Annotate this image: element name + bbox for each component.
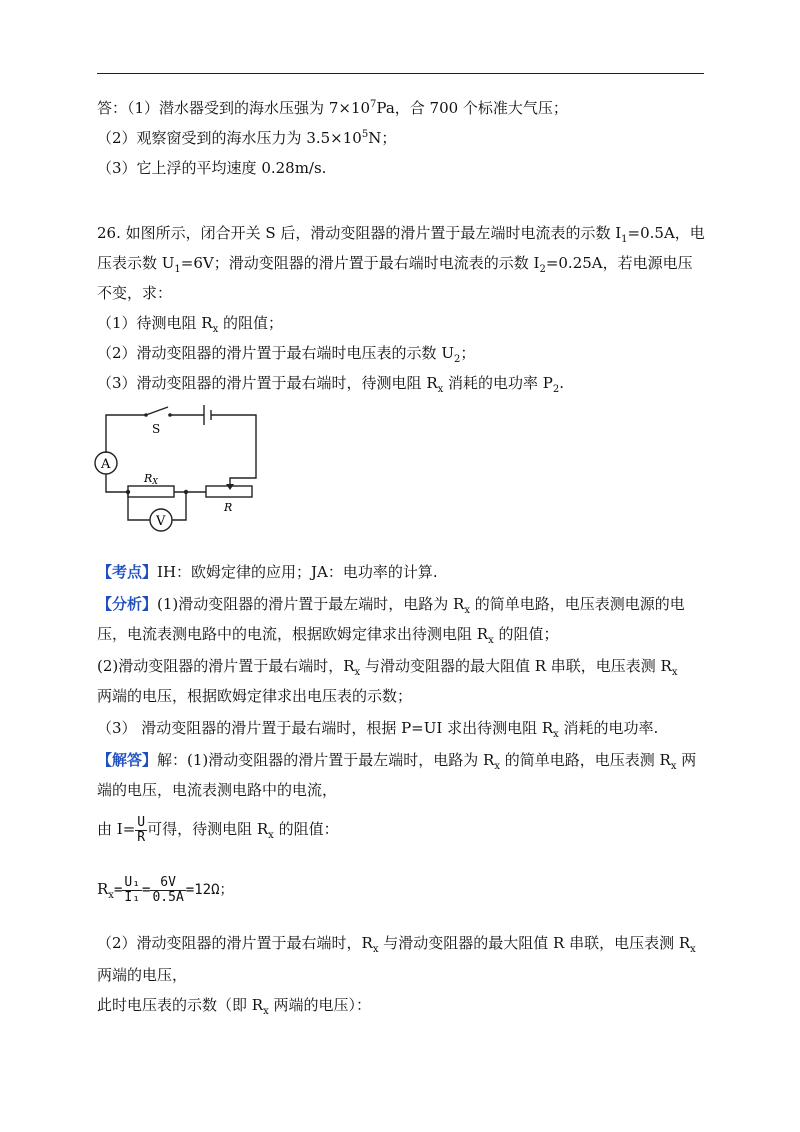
junction-dot [126, 490, 130, 494]
fenxi-text: 的简单电路，电压表测电源的电 [469, 595, 685, 613]
question-text: . [559, 374, 565, 392]
fraction-numerator: 6V [150, 876, 185, 891]
fraction-6v-0p5a [150, 876, 185, 905]
subscript: 2 [539, 264, 546, 275]
answer-text: Pa，合 700 个标准大气压； [376, 99, 568, 117]
kaodian-text: IH：欧姆定律的应用；JA：电功率的计算. [157, 563, 438, 581]
jieda-text: 与滑动变阻器的最大阻值 R 串联，电压表测 R [378, 934, 691, 952]
fraction-denominator: 0.5A [152, 889, 184, 905]
question-text: 的阻值； [218, 314, 284, 332]
answer-line-1 [97, 98, 568, 118]
exponent: 5 [361, 129, 369, 140]
fraction-denominator: R [137, 829, 146, 845]
question-line-3 [97, 283, 172, 303]
fraction-denominator: I₁ [124, 889, 141, 905]
ohm-law-fraction [135, 816, 147, 845]
subscript: 1 [621, 234, 628, 245]
subscript: x [553, 729, 559, 740]
fenxi-tag: 【分析】 [97, 595, 158, 613]
fenxi-line-5 [97, 718, 658, 738]
switch-pivot [144, 413, 148, 417]
fenxi-text: 的阻值； [493, 625, 559, 643]
slider-arrow-icon [226, 484, 234, 490]
jieda-line-2 [97, 780, 337, 800]
switch-blade [146, 407, 168, 415]
kaodian-line [97, 562, 438, 582]
subscript: x [263, 1006, 269, 1017]
question-text: 消耗的电功率 P [443, 374, 553, 392]
rx-label-main: R [144, 472, 153, 485]
top-divider [97, 73, 704, 74]
jieda-text: 此时电压表的示数（即 R [97, 996, 264, 1014]
question-text: 26. 如图所示，闭合开关 S 后，滑动变阻器的滑片置于最左端时电流表的示数 I [97, 224, 622, 242]
subscript: x [671, 667, 678, 678]
switch-contact [168, 413, 172, 417]
wire [106, 474, 128, 492]
subscript: x [372, 944, 379, 955]
junction-dot [184, 490, 188, 494]
jieda-text: 解：(1)滑动变阻器的滑片置于最左端时，电路为 R [157, 751, 495, 769]
rx-resistor-icon [128, 486, 174, 497]
subscript: x [690, 944, 696, 955]
jieda-text: 两 [676, 751, 697, 769]
r-label: R [224, 501, 233, 514]
question-text: 压表示数 U [97, 254, 175, 272]
jieda-line-3 [97, 814, 339, 845]
voltmeter-label: V [156, 514, 166, 529]
subscript: x [494, 761, 500, 772]
wire [128, 492, 150, 520]
question-text: =0.25A，若电源电压 [545, 254, 693, 272]
question-item-1 [97, 313, 283, 333]
subscript: 2 [552, 384, 560, 395]
question-text: （3）滑动变阻器的滑片置于最右端时，待测电阻 R [97, 374, 438, 392]
jieda-text: 两端的电压）： [268, 996, 371, 1014]
jieda-text: 的阻值： [273, 820, 339, 838]
answer-text: （1）潜水器受到的海水压强为 7×10 [127, 99, 371, 117]
fenxi-text: 消耗的电功率. [558, 719, 659, 737]
ammeter-label: A [101, 457, 111, 472]
jieda-line-1 [97, 750, 696, 770]
fenxi-line-1 [97, 594, 685, 614]
answer-text: （2）观察窗受到的海水压力为 3.5×10 [97, 129, 362, 147]
subscript: x [108, 890, 114, 901]
jieda-line-7 [97, 995, 371, 1015]
question-text: （2）滑动变阻器的滑片置于最右端时电压表的示数 U [97, 344, 454, 362]
switch-label: S [152, 422, 161, 436]
jieda-text: 可得，待测电阻 R [147, 820, 269, 838]
fenxi-line-2 [97, 624, 559, 644]
jieda-tag: 【解答】 [97, 751, 158, 769]
rx-label [143, 472, 158, 486]
formula-result: =12Ω； [185, 882, 234, 898]
wire [211, 415, 256, 486]
question-text: 不变，求： [97, 284, 173, 302]
answer-line-2 [97, 128, 396, 148]
equals-sign: = [142, 882, 151, 898]
fenxi-text: （3） 滑动变阻器的滑片置于最右端时，根据 P=UI 求出待测电阻 R [97, 719, 554, 737]
subscript: x [268, 830, 274, 841]
question-line-2 [97, 253, 693, 273]
fraction-numerator: U [137, 814, 146, 830]
fenxi-text: 两端的电压，根据欧姆定律求出电压表的示数； [97, 687, 413, 705]
subscript: x [488, 635, 494, 646]
subscript: 1 [174, 264, 181, 275]
answer-text: N； [368, 129, 397, 147]
jieda-text: 端的电压，电流表测电路中的电流， [97, 781, 338, 799]
fenxi-text: (2)滑动变阻器的滑片置于最右端时，R [97, 657, 355, 675]
jieda-line-6 [97, 965, 187, 985]
wire [106, 415, 146, 453]
jieda-text: 由 I= [97, 820, 136, 838]
fraction-numerator: U₁ [124, 874, 141, 890]
question-text: ； [460, 344, 476, 362]
subscript: x [354, 667, 361, 678]
question-item-3 [97, 373, 564, 393]
question-line-1 [97, 223, 705, 243]
rx-label-sub: X [152, 477, 158, 486]
question-text: （1）待测电阻 R [97, 314, 213, 332]
formula-symbol: R [97, 880, 109, 898]
equals-sign: = [113, 882, 123, 898]
jieda-text: 的简单电路，电压表测 R [499, 751, 671, 769]
fenxi-text: 与滑动变阻器的最大阻值 R 串联，电压表测 R [360, 657, 672, 675]
question-item-2 [97, 343, 475, 363]
fenxi-line-3 [97, 656, 678, 676]
exponent: 7 [370, 99, 377, 110]
answer-label: 答： [97, 99, 128, 117]
question-text: =0.5A，电 [627, 224, 705, 242]
jieda-formula [97, 872, 234, 907]
subscript: x [437, 384, 444, 395]
subscript: 2 [453, 354, 461, 365]
fenxi-line-4 [97, 686, 412, 706]
jieda-line-5 [97, 933, 696, 953]
subscript: x [212, 324, 219, 335]
answer-line-3 [97, 158, 326, 178]
kaodian-tag: 【考点】 [97, 563, 158, 581]
jieda-text: 两端的电压， [97, 966, 188, 984]
fenxi-text: (1)滑动变阻器的滑片置于最左端时，电路为 R [157, 595, 465, 613]
fraction-u1-i1 [122, 876, 142, 905]
question-text: =6V；滑动变阻器的滑片置于最右端时电流表的示数 I [180, 254, 540, 272]
subscript: x [670, 761, 677, 772]
jieda-text: （2）滑动变阻器的滑片置于最右端时，R [97, 934, 373, 952]
answer-text: （3）它上浮的平均速度 0.28m/s. [97, 159, 327, 177]
circuit-diagram [90, 400, 270, 540]
subscript: x [464, 605, 470, 616]
fenxi-text: 压，电流表测电路中的电流，根据欧姆定律求出待测电阻 R [97, 625, 489, 643]
